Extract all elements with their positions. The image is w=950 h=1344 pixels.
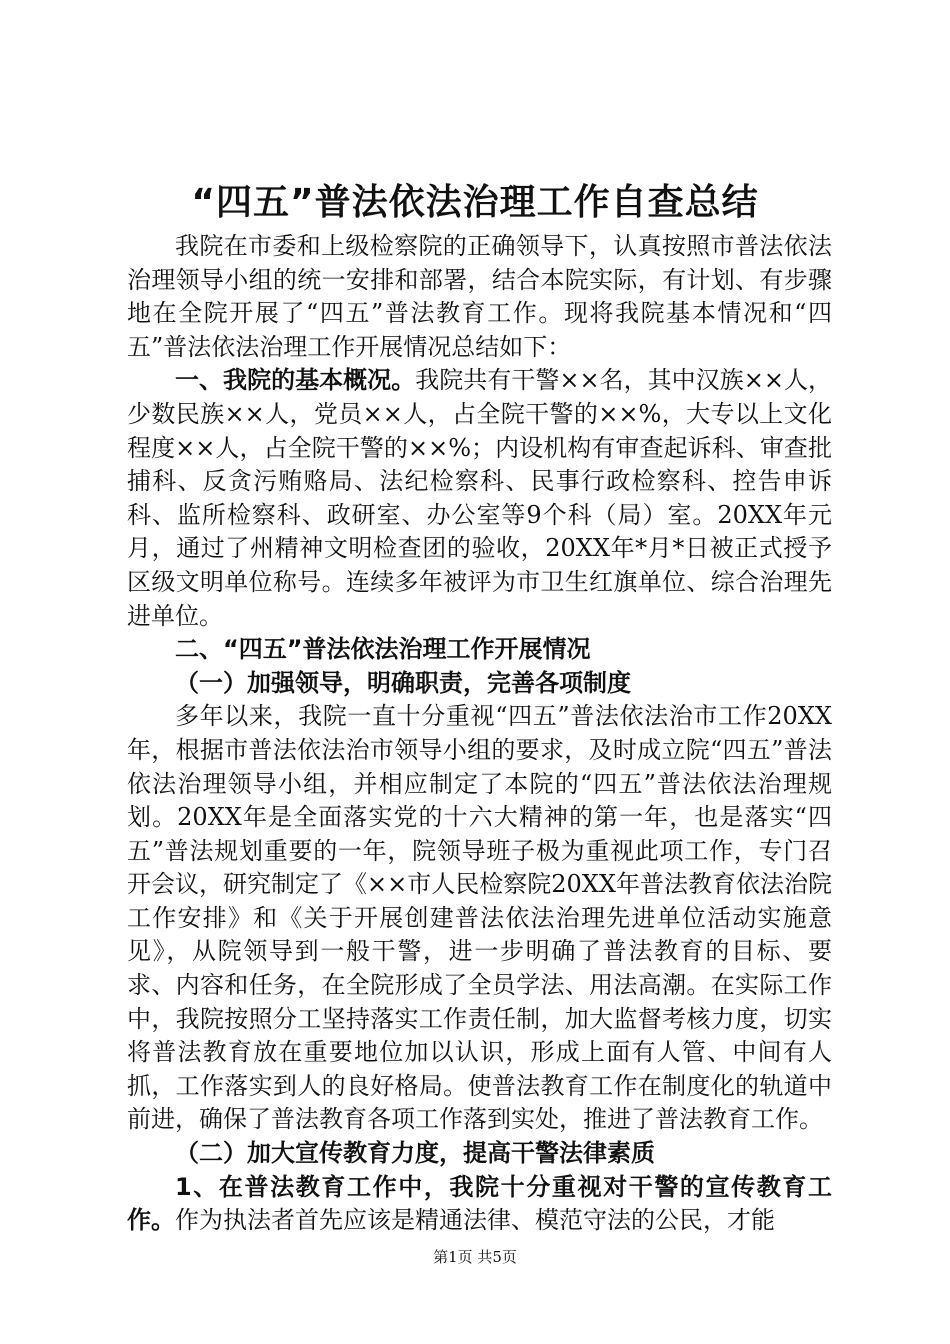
subsection-1-body: 多年以来，我院一直十分重视“四五”普法依法治市工作20XX年，根据市普法依法治市领导小组的要求，及时成立院“四五”普法依法治理领导小组，并相应制定了本院的“四五”普法依法治理规划。20XX年是全面落实党的十六大精神的第一年，也是落实“四五”普法规划重要的一年，院领导班子极为重视此项工作，专门召开会议，研究制定了《××市人民检察院20XX年普法教育依法治院工作安排》和《关于开展创建普法依法治理先进单位活动实施意见》，从院领导到一般干警，进一步明确了普法教育的目标、要求、内容和任务，在全院形成了全员学法、用法高潮。在实际工作中，我院按照分工坚持落实工作责任制，加大监督考核力度，切实将普法教育放在重要地位加以认识，形成上面有人管、中间有人抓，工作落实到人的良好格局。使普法教育工作在制度化的轨道中前进，确保了普法教育各项工作落到实处，推进了普法教育工作。: [127, 702, 832, 1134]
item-1-heading: 1、在普法教育工作中，我院十分重视对干警的宣传教育工作。: [127, 1172, 832, 1235]
document-title: “四五”普法依法治理工作自查总结: [191, 182, 759, 223]
document-body: [127, 230, 832, 1238]
item-1-body: 作为执法者首先应该是精通法律、模范守法的公民，才能: [175, 1206, 775, 1235]
page-footer: 第1页 共5页: [433, 1248, 517, 1266]
section-1-paragraph: [127, 364, 832, 633]
section-1-body: 我院共有干警××名，其中汉族××人，少数民族××人，党员××人，占全院干警的××%，大专以上文化程度××人，占全院干警的××%；内设机构有审查起诉科、审查批捕科、反贪污贿赂局、法纪检察科、民事行政检察科、控告申诉科、监所检察科、政研室、办公室等9个科（局）室。20XX年元月，通过了州精神文明检查团的验收，20XX年*月*日被正式授予区级文明单位称号。连续多年被评为市卫生红旗单位、综合治理先进单位。: [127, 366, 833, 630]
item-1-paragraph: [127, 1171, 832, 1238]
section-1-heading: 一、我院的基本概况。: [175, 366, 416, 395]
intro-paragraph: 我院在市委和上级检察院的正确领导下，认真按照市普法依法治理领导小组的统一安排和部署，结合本院实际，有计划、有步骤地在全院开展了“四五”普法教育工作。现将我院基本情况和“四五”普法依法治理工作开展情况总结如下：: [127, 232, 832, 361]
section-2-heading: 二、“四五”普法依法治理工作开展情况: [175, 635, 591, 664]
subsection-1-heading: （一）加强领导，明确职责，完善各项制度: [175, 668, 631, 697]
subsection-2-heading: （二）加大宣传教育力度，提高干警法律素质: [175, 1139, 655, 1168]
